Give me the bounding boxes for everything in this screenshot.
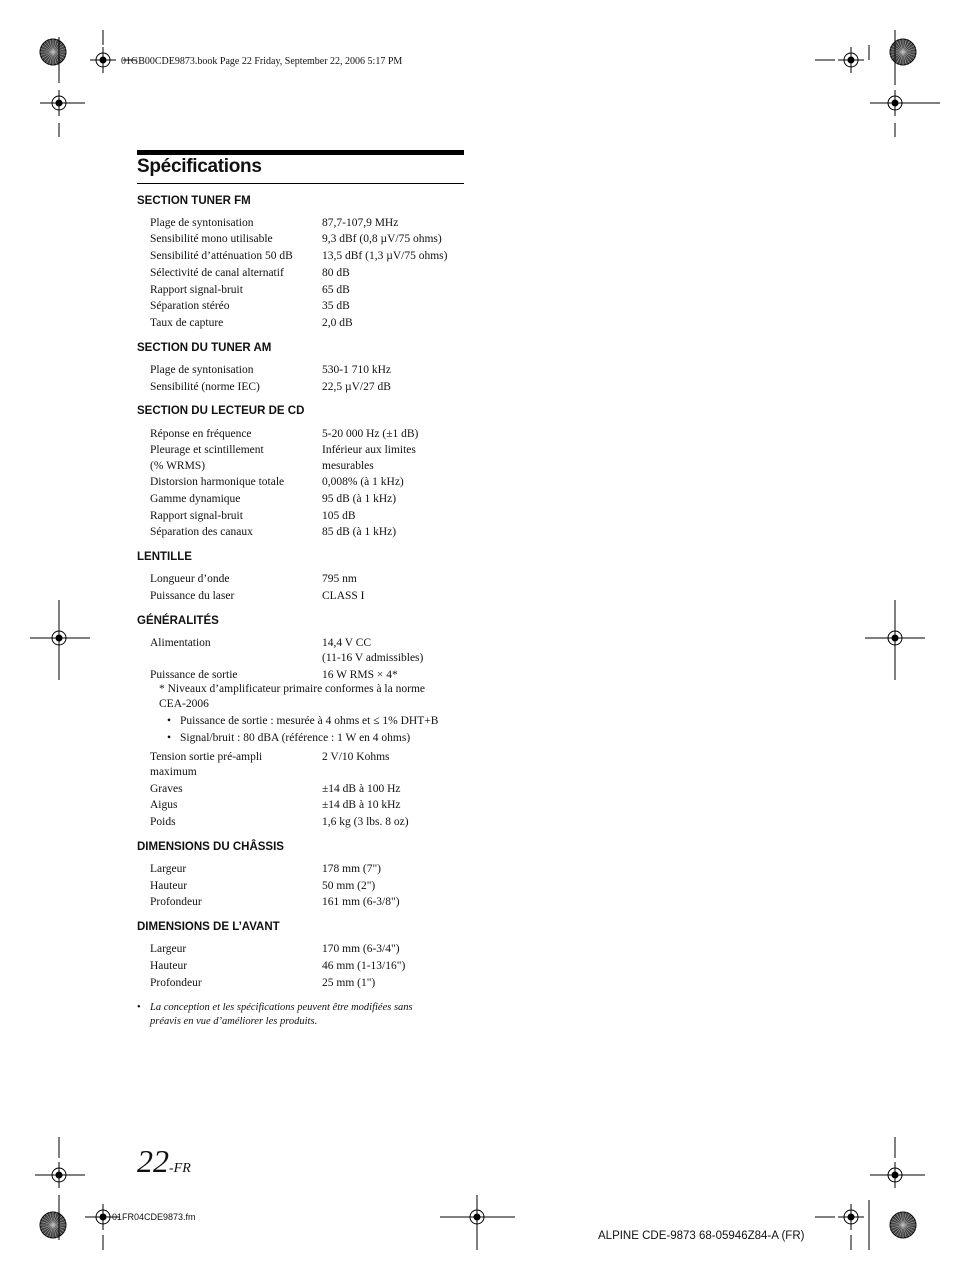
section-heading-chassis: DIMENSIONS DU CHÂSSIS <box>137 841 284 853</box>
bullet-marker: • <box>167 715 172 727</box>
page-number: 22-FR <box>137 1143 191 1179</box>
bullet-item: Puissance de sortie : mesurée à 4 ohms et ≤ 1% DHT+B <box>180 715 439 727</box>
page-title: Spécifications <box>137 156 262 177</box>
bullet-marker: • <box>167 732 172 744</box>
footnote-line: La conception et les spécifications peuvent être modifiées sans <box>150 1002 413 1013</box>
section-heading-front: DIMENSIONS DE L’AVANT <box>137 921 280 933</box>
footnote-line: préavis en vue d’améliorer les produits. <box>150 1016 318 1027</box>
print-header-info: 01GB00CDE9873.book Page 22 Friday, September 22, 2006 5:17 PM <box>121 56 403 67</box>
bullet-item: Signal/bruit : 80 dBA (référence : 1 W en 4 ohms) <box>180 732 411 744</box>
footnote-bullet: • <box>137 1002 141 1013</box>
section-heading-general: GÉNÉRALITÉS <box>137 615 219 627</box>
section-heading-lens: LENTILLE <box>137 551 192 563</box>
footer-filename: 01FR04CDE9873.fm <box>112 1212 196 1222</box>
footer-model: ALPINE CDE-9873 68-05946Z84-A (FR) <box>598 1230 805 1242</box>
note-line: CEA-2006 <box>159 698 209 710</box>
section-heading-fm: SECTION TUNER FM <box>137 195 251 207</box>
section-heading-cd: SECTION DU LECTEUR DE CD <box>137 405 305 417</box>
note-line: * Niveaux d’amplificateur primaire conformes à la norme <box>159 683 425 695</box>
section-heading-am: SECTION DU TUNER AM <box>137 342 272 354</box>
title-rule <box>137 183 464 184</box>
title-bar <box>137 150 464 155</box>
